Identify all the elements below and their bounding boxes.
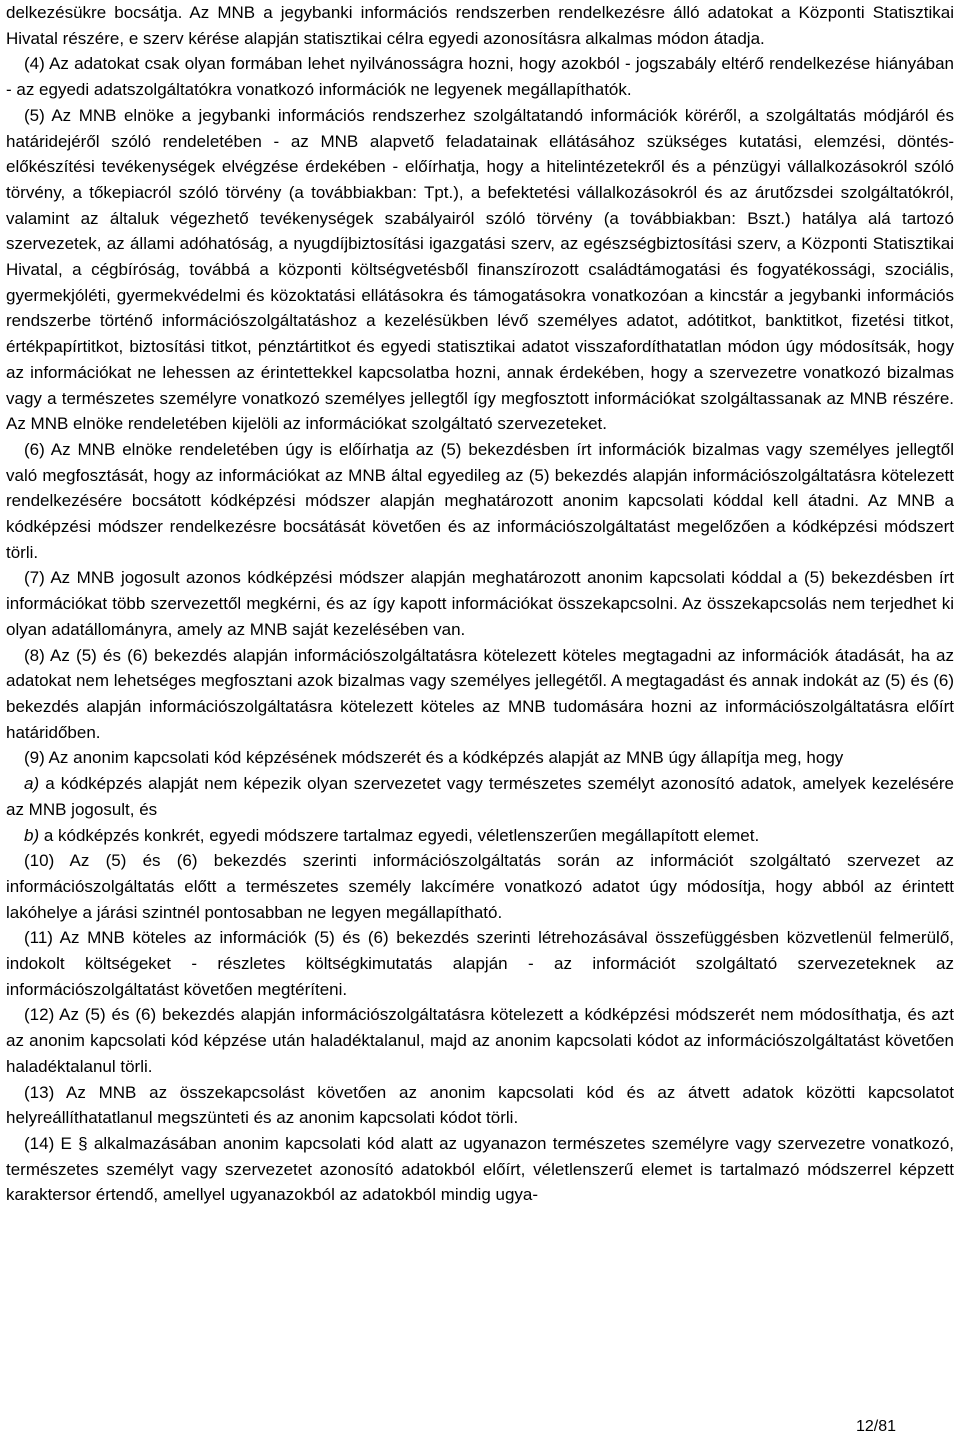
paragraph-13: (13) Az MNB az összekapcsolást követően az anonim kapcsolati kód és az átvett adatok közötti kapcsolatot helyreállíthatatlanul megszünteti és az anonim kapcsolati kódot törli. — [6, 1082, 954, 1128]
paragraph-4: (4) Az adatokat csak olyan formában lehet nyilvánosságra hozni, hogy azokból - jogszabály eltérő rendelkezése hiányában - az egyedi adatszolgáltatókra vonatkozó információk ne legyenek megállapíthatók. — [6, 54, 954, 100]
paragraph-9: (9) Az anonim kapcsolati kód képzésének módszerét és a kódképzés alapját az MNB úgy állapítja meg, hogy — [24, 748, 844, 768]
paragraph-8: (8) Az (5) és (6) bekezdés alapján információszolgáltatásra kötelezett köteles megtagadni az információk átadását, ha az adatokat nem lehetséges megfosztani azok bizalmas vagy személyes jellegétől. A megtagadást és annak indokát az (5) és (6) bekezdés alapján információszolgáltatásra kötelezett köteles az MNB tudomására hozni az információszolgáltatásra előírt határidőben. — [6, 645, 954, 742]
paragraph-14: (14) E § alkalmazásában anonim kapcsolati kód alatt az ugyanazon természetes személyre vagy szervezetre vonatkozó, természetes személyt vagy szervezetet azonosító adatokból előírt, véletlenszerű elemet is tartalmazó módszerrel képzett karaktersor értendő, amellyel ugyanazokból az adatokból mindig ugya- — [6, 1133, 954, 1205]
list-item-text: a kódképzés alapját nem képezik olyan szervezetet vagy természetes személyt azonosító adatok, amelyek kezelésére az MNB jogosult, és — [6, 774, 954, 819]
paragraph-7: (7) Az MNB jogosult azonos kódképzési módszer alapján meghatározott anonim kapcsolati kóddal a (5) bekezdésben írt információkat több szervezettől megkérni, és az így kapott információkat összekapcsolni. Az összekapcsolás nem terjedhet ki olyan adatállományra, amely az MNB saját kezelésében van. — [6, 568, 954, 639]
paragraph-continuation: delkezésükre bocsátja. Az MNB a jegybanki információs rendszerben rendelkezésre álló adatokat a Központi Statisztikai Hivatal részére, e szerv kérése alapján statisztikai célra egyedi azonosításra alkalmas módon átadja. — [6, 3, 954, 48]
list-item-b — [6, 823, 954, 849]
paragraph-5: (5) Az MNB elnöke a jegybanki információs rendszerhez szolgáltatandó információk köréről, a szolgáltatás módjáról és határidejéről szóló rendeletében - az MNB alapvető feladatainak ellátásához szükséges kutatási, elemzési, döntés-előkészítési tevékenységek elvégzése érdekében - előírhatja, hogy a hitelintézetekről és a pénzügyi vállalkozásokról szóló törvény, a tőkepiacról szóló törvény (a továbbiakban: Tpt.), a befektetési vállalkozásokról és az árutőzsdei szolgáltatókról, valamint az általuk végezhető tevékenységek szabályairól szóló törvény (a továbbiakban: Bszt.) hatálya alá tartozó szervezetek, az állami adóhatóság, a nyugdíjbiztosítási igazgatási szerv, az egészségbiztosítási szerv, a Központi Statisztikai Hivatal, a cégbíróság, továbbá a központi költségvetésből finanszírozott családtámogatási és fogyatékossági, szociális, gyermekjóléti, gyermekvédelmi és közoktatási ellátásokra és támogatásokra vonatkozóan a kincstár a jegybanki információs rendszerbe történő információszolgáltatáshoz a kezelésükben lévő személyes adatot, adótitkot, banktitkot, fizetési titkot, értékpapírtitkot, biztosítási titkot, pénztártitkot és egyedi statisztikai adatot visszafordíthatatlan módon úgy módosítsák, hogy az információkat ne lehessen az érintettekkel kapcsolatba hozni, annak érdekében, hogy a szervezetre vonatkozó bizalmas vagy a természetes személyre vonatkozó személyes jellegtől így megfosztott információkat szolgáltassanak az MNB részére. Az MNB elnöke rendeletében kijelöli az információkat szolgáltató szervezeteket. — [6, 105, 954, 434]
page-number: 12/81 — [855, 1418, 896, 1435]
list-item-marker: b) — [24, 825, 40, 845]
document-page — [6, 0, 954, 1208]
list-item-a — [6, 771, 954, 822]
paragraph-11: (11) Az MNB köteles az információk (5) és (6) bekezdés szerinti létrehozásával összefüggésben közvetlenül felmerülő, indokolt költségeket - részletes költségkimutatás alapján - az információt szolgáltató szervezeteknek az információszolgáltatást követően megtéríteni. — [6, 928, 954, 999]
list-item-marker: a) — [24, 774, 40, 794]
paragraph-12: (12) Az (5) és (6) bekezdés alapján információszolgáltatásra kötelezett a kódképzési módszerét nem módosíthatja, és azt az anonim kapcsolati kód képzése után haladéktalanul, majd az anonim kapcsolati kódot az információszolgáltatást követően haladéktalanul törli. — [6, 1005, 954, 1076]
paragraph-6: (6) Az MNB elnöke rendeletében úgy is előírhatja az (5) bekezdésben írt információk bizalmas vagy személyes jellegtől való megfosztását, hogy az információkat az MNB által egyedileg az (5) bekezdés alapján információszolgáltatásra kötelezett rendelkezésére bocsátott kódképzési módszer alapján meghatározott anonim kapcsolati kóddal kell átadni. Az MNB a kódképzési módszer rendelkezésre bocsátását követően és az információszolgáltatást megelőzően a kódképzési módszert törli. — [6, 439, 954, 562]
list-item-text: a kódképzés konkrét, egyedi módszere tartalmaz egyedi, véletlenszerűen megállapított elemet. — [39, 825, 760, 845]
paragraph-10: (10) Az (5) és (6) bekezdés szerinti információszolgáltatás során az információt szolgáltató szervezet az információszolgáltatás előtt a természetes személy lakcímére vonatkozó adatot úgy módosítja, hogy abból az érintett lakóhelye a járási szintnél pontosabban ne legyen megállapítható. — [6, 851, 954, 922]
